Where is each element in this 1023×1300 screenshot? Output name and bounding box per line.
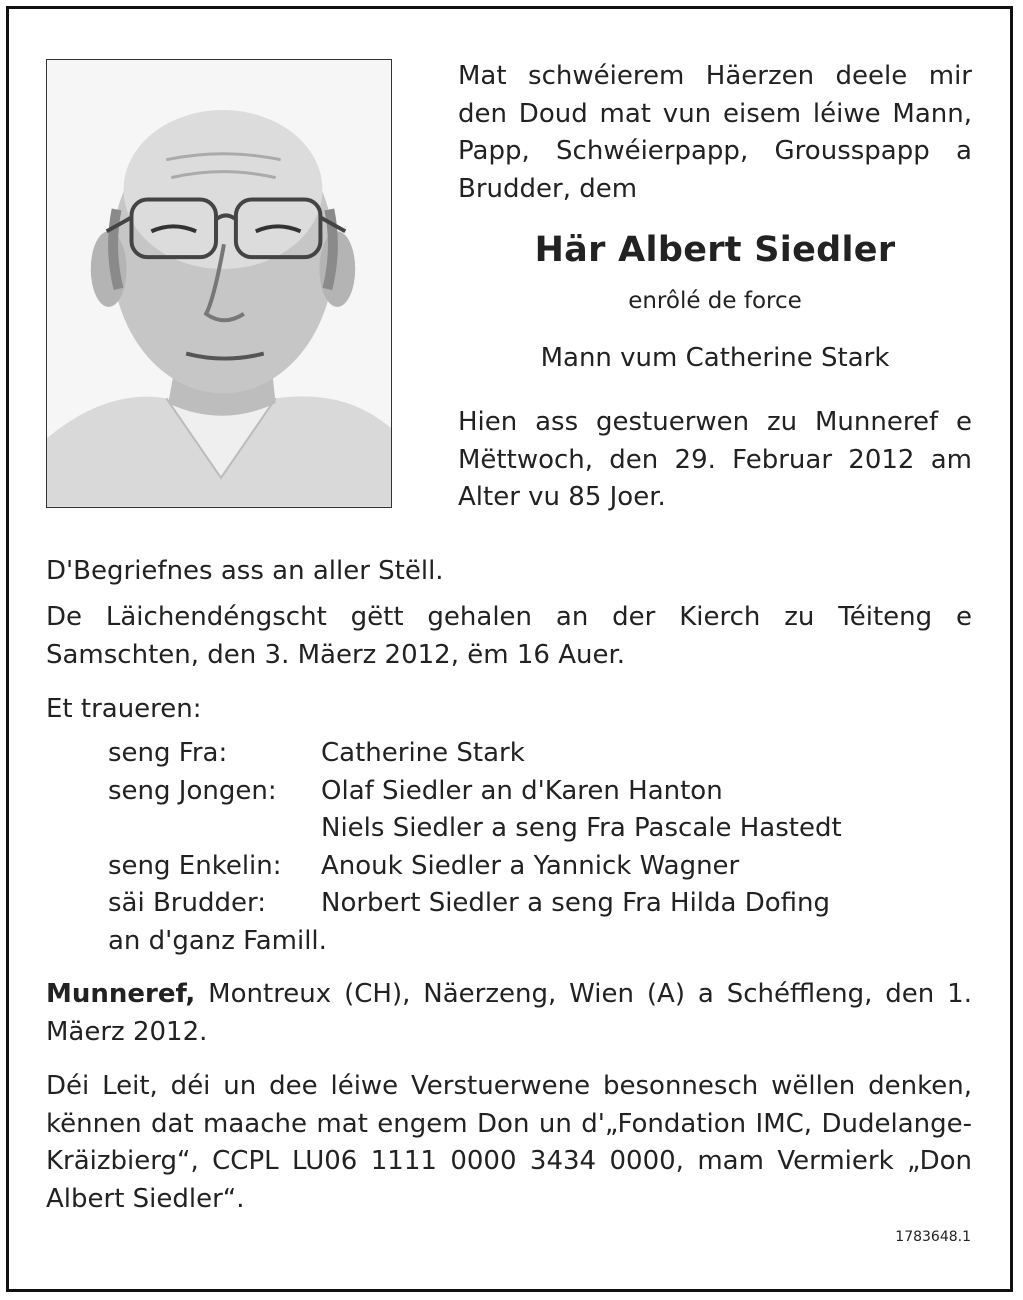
intro-text: Mat schwéierem Häerzen deele mir den Doud mat vun eisem léiwe Mann, Papp, Schwéierpapp, Grousspapp a Brudder, dem bbox=[458, 61, 972, 204]
death-details: Hien ass gestuerwen zu Munneref e Mëttwoch, den 29. Februar 2012 am Alter vu 85 Joer. bbox=[458, 407, 972, 512]
spouse-line: Mann vum Catherine Stark bbox=[540, 343, 890, 373]
mourner-relation: säi Brudder: bbox=[108, 888, 266, 918]
portrait-photo bbox=[46, 59, 392, 508]
mourner-row bbox=[108, 735, 842, 773]
funeral-details: De Läichendéngscht gëtt gehalen an der Kierch zu Téiteng e Samschten, den 3. Mäerz 2012, ëm 16 Auer. bbox=[46, 602, 972, 670]
deceased-name: Här Albert Siedler bbox=[534, 230, 896, 270]
mourner-row bbox=[108, 848, 842, 886]
reference-number: 1783648.1 bbox=[895, 1229, 971, 1245]
place-name: Munneref, bbox=[46, 979, 196, 1009]
deceased-subtitle: enrôlé de force bbox=[628, 288, 802, 314]
donation-note: Déi Leit, déi un dee léiwe Verstuerwene besonnesch wëllen denken, kënnen dat maache mat engem Don un d'„Fondation IMC, Dudelange-Kräizbierg“, CCPL LU06 1111 0000 3434 0000, mam Vermierk „Don Albert Siedler“. bbox=[46, 1071, 972, 1214]
mourner-row bbox=[108, 810, 842, 848]
mourner-row bbox=[108, 773, 842, 811]
mourner-row bbox=[108, 923, 842, 961]
place-date-rest: Montreux (CH), Näerzeng, Wien (A) a Schéffleng, den 1. Mäerz 2012. bbox=[46, 979, 972, 1047]
mourner-names: Olaf Siedler an d'Karen Hanton bbox=[321, 775, 723, 806]
family-closing: an d'ganz Famill. bbox=[108, 925, 327, 956]
mourner-relation: seng Jongen: bbox=[108, 775, 277, 806]
place-date-line bbox=[46, 976, 972, 1051]
mourner-names: Niels Siedler a seng Fra Pascale Hastedt bbox=[321, 813, 842, 843]
mourner-relation: seng Fra: bbox=[108, 738, 228, 768]
mourner-row bbox=[108, 885, 842, 923]
burial-note: D'Begriefnes ass an aller Stëll. bbox=[46, 556, 444, 586]
mourner-relation: seng Enkelin: bbox=[108, 850, 282, 881]
mourner-names: Anouk Siedler a Yannick Wagner bbox=[321, 850, 740, 881]
mourner-names: Norbert Siedler a seng Fra Hilda Dofing bbox=[321, 888, 831, 918]
mourner-names: Catherine Stark bbox=[321, 738, 525, 768]
mourner-relation bbox=[108, 810, 321, 848]
mourners-list bbox=[108, 735, 842, 960]
mourners-intro: Et traueren: bbox=[46, 694, 202, 724]
